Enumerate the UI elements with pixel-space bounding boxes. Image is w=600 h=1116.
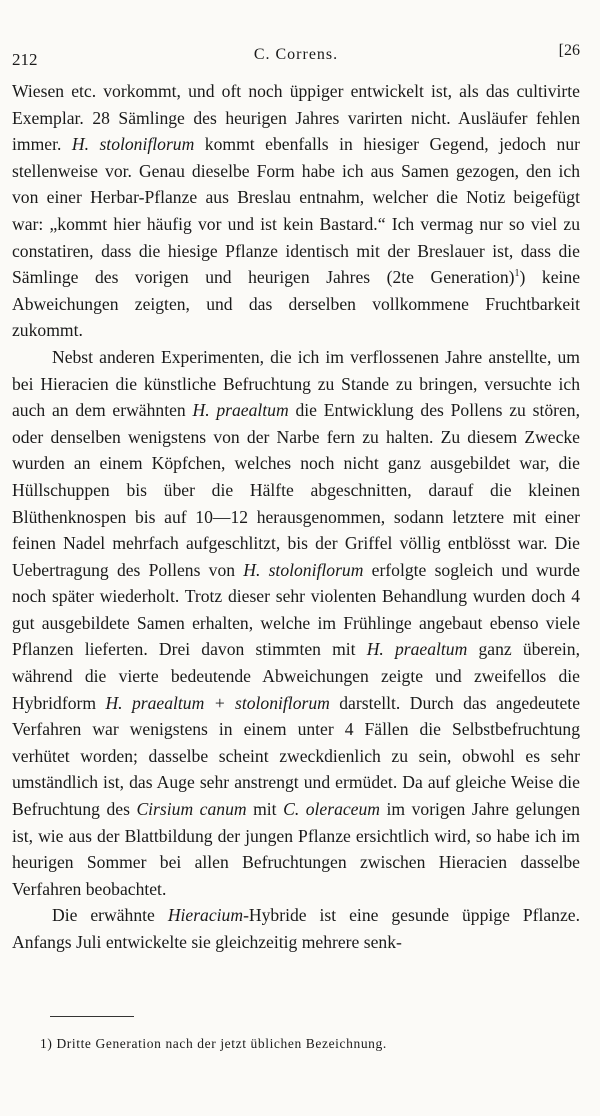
italic-taxon-name: H. praealtum + stoloniflorum — [105, 692, 330, 713]
footnote-divider — [50, 1016, 134, 1017]
text-run: erfolgte sogleich und wurde noch später wiederholt. Trotz dieser sehr violenten Behandlung wurden doch 4 gut ausgebildete Samen erhalten, welche im Frühlinge angebaut ebenso viele Pflanzen lieferten. Drei davon stimmten mit — [12, 559, 580, 660]
text-run: Die erwähnte — [52, 905, 168, 926]
footnote — [40, 1035, 576, 1053]
text-run: Wiesen etc. vorkommt, und oft noch üppiger entwickelt ist, als das cultivirte Exemplar. 28 Sämlinge des heurigen Jahres varirten nicht. Ausläufer fehlen immer. — [12, 81, 580, 155]
body-text — [12, 78, 580, 956]
text-run: ganz überein, während die vierte bedeutende Abweichungen zeigte und zweifellos die Hybridform — [12, 639, 580, 713]
text-run: -Hybride ist eine gesunde üppige Pflanze. Anfangs Juli entwickelte sie gleichzeitig mehrere senk- — [12, 905, 580, 952]
original-page-marker: [26 — [558, 42, 580, 59]
footnote-reference: 1 — [514, 268, 520, 280]
paragraph — [12, 78, 580, 344]
italic-taxon-name: Cirsium canum — [136, 799, 247, 820]
page-number: 212 — [12, 50, 38, 69]
text-run: mit — [246, 799, 284, 820]
text-run: kommt ebenfalls in hiesiger Gegend, jedoch nur stellenweise vor. Genau dieselbe Form habe ich aus Samen gezogen, den ich von einer Herbar-Pflanze aus Breslau entnahm, welcher die Notiz beigefügt war: „kommt hier häufig vor und ist kein Bastard.“ Ich vermag nur so viel zu constatiren, dass die hiesige Pflanze identisch mit der Breslauer ist, dass die Sämlinge des vorigen und heurigen Jahres (2te Generation) — [12, 134, 580, 288]
footnote-marker: 1) — [40, 1036, 53, 1051]
running-head: C. Correns. — [253, 46, 339, 63]
footnote-text: Dritte Generation nach der jetzt üblichen Bezeichnung. — [56, 1036, 387, 1051]
italic-taxon-name: C. oleraceum — [283, 799, 380, 820]
italic-taxon-name: H. stoloniflorum — [71, 134, 195, 155]
text-run: ) keine Abweichungen zeigten, und das derselben vollkommene Fruchtbarkeit zukommt. — [12, 267, 581, 341]
text-run: Nebst anderen Experimenten, die ich im verflossenen Jahre anstellte, um bei Hieracien die künstliche Befruchtung zu Stande zu bringen, versuchte ich auch an dem erwähnten — [12, 346, 580, 421]
paragraph — [12, 344, 580, 902]
italic-taxon-name: H. stoloniflorum — [243, 559, 364, 580]
italic-taxon-name: Hieracium — [167, 905, 244, 926]
text-run: darstellt. Durch das angedeutete Verfahren war wenigstens in einem unter 4 Fällen die Selbstbefruchtung verhütet worden; dasselbe scheint zweckdienlich zu sein, obwohl es sehr umständlich ist, das Auge sehr anstrengt und ermüdet. Da auf gleiche Weise die Befruchtung des — [12, 692, 580, 820]
page-header — [12, 38, 580, 68]
text-run: die Entwicklung des Pollens zu stören, oder denselben wenigstens von der Narbe fern zu halten. Zu diesem Zwecke wurden an einem Köpfchen, welches noch nicht ganz ausgebildet war, die Hüllschuppen bis über die Hälfte abgeschnitten, darauf die kleinen Blüthenknospen bis auf 10—12 herausgenommen, sodann letztere mit einer feinen Nadel mehrfach aufgeschlitzt, bis der Griffel völlig entblösst war. Die Uebertragung des Pollens von — [12, 400, 580, 580]
italic-taxon-name: H. praealtum — [366, 639, 468, 660]
text-run: im vorigen Jahre gelungen ist, wie aus der Blattbildung der jungen Pflanze ersichtlich wird, so habe ich im heurigen Sommer bei allen Befruchtungen zwischen Hieracien dasselbe Verfahren beobachtet. — [12, 799, 580, 899]
italic-taxon-name: H. praealtum — [192, 400, 289, 421]
paragraph — [12, 902, 580, 955]
